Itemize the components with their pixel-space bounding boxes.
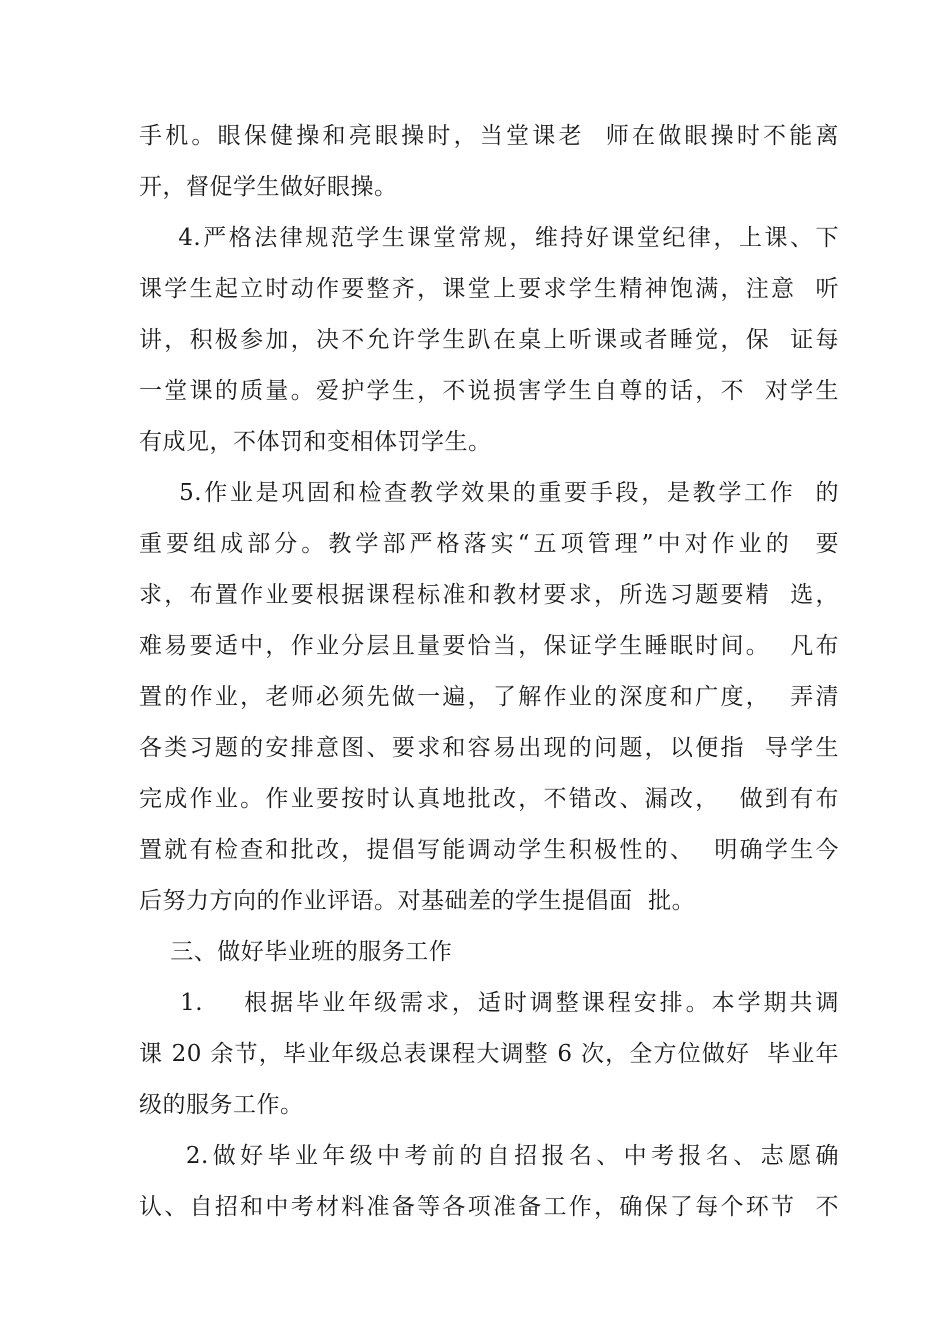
text-line-4: 课学生起立时动作要整齐，课堂上要求学生精神饱满，注意 听 (139, 276, 839, 302)
text-line-3: 4.严格法律规范学生课堂常规，维持好课堂纪律，上课、下 (139, 225, 839, 251)
text-line-1: 手机。眼保健操和亮眼操时，当堂课老 师在做眼操时不能离 (139, 123, 839, 149)
section-heading: 三、做好毕业班的服务工作 (139, 939, 453, 965)
text-line-14: 完成作业。作业要按时认真地批改，不错改、漏改， 做到有布 (139, 786, 839, 812)
text-line-2: 开，督促学生做好眼操。 (139, 174, 398, 200)
text-line-16: 后努力方向的作业评语。对基础差的学生提倡面 批。 (139, 888, 696, 914)
text-line-11: 难易要适中，作业分层且量要恰当，保证学生睡眠时间。 凡布 (139, 633, 839, 659)
text-line-8: 5.作业是巩固和检查教学效果的重要手段，是教学工作 的 (139, 480, 839, 506)
text-line-9: 重要组成部分。教学部严格落实“五项管理”中对作业的 要 (139, 531, 839, 557)
text-line-5: 讲，积极参加，决不允许学生趴在桌上听课或者睡觉，保 证每 (139, 327, 839, 353)
text-line-20: 级的服务工作。 (139, 1092, 304, 1118)
text-line-12: 置的作业，老师必须先做一遍，了解作业的深度和广度， 弄清 (139, 684, 839, 710)
text-line-10: 求，布置作业要根据课程标准和教材要求，所选习题要精 选， (139, 582, 839, 608)
text-line-21: 2.做好毕业年级中考前的自招报名、中考报名、志愿确 (139, 1143, 839, 1169)
text-line-19: 课 20 余节，毕业年级总表课程大调整 6 次，全方位做好 毕业年 (139, 1041, 839, 1067)
text-line-15: 置就有检查和批改，提倡写能调动学生积极性的、 明确学生今 (139, 837, 839, 863)
text-line-18: 1. 根据毕业年级需求，适时调整课程安排。本学期共调 (139, 990, 839, 1016)
text-line-22: 认、自招和中考材料准备等各项准备工作，确保了每个环节 不 (139, 1194, 839, 1220)
text-line-6: 一堂课的质量。爱护学生，不说损害学生自尊的话，不 对学生 (139, 378, 839, 404)
text-line-7: 有成见，不体罚和变相体罚学生。 (139, 429, 492, 455)
text-line-13: 各类习题的安排意图、要求和容易出现的问题，以便指 导学生 (139, 735, 839, 761)
